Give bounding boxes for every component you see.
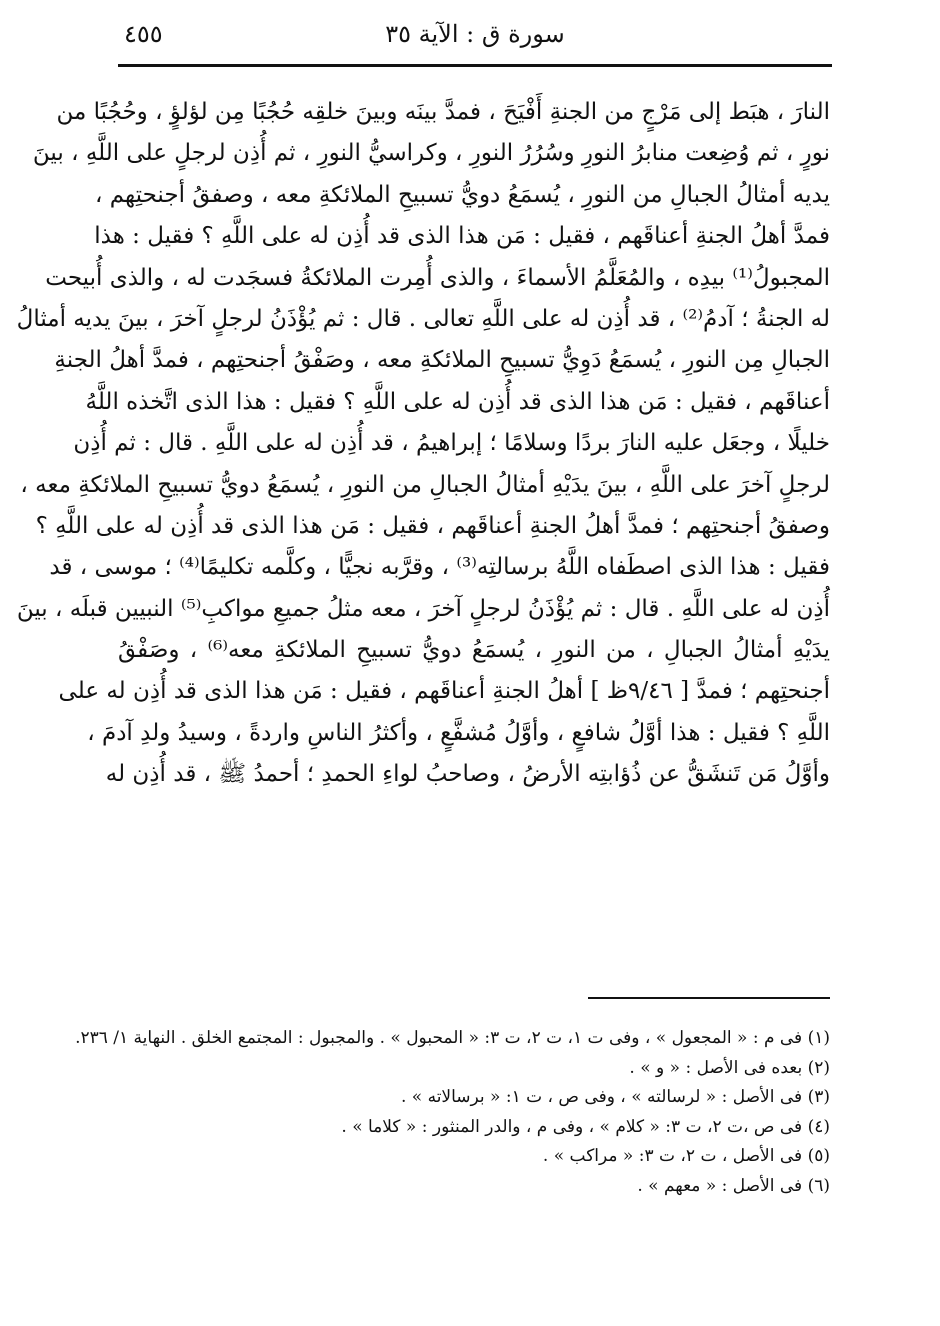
main-text — [16, 92, 830, 796]
text-line: اللَّهِ ؟ فقيل : هذا أوَّلُ شافعٍ ، وأوَّلُ مُشفَّعٍ ، وأكثرُ الناسِ واردةً ، وسيدُ ولدِ آدمَ ، — [87, 719, 830, 746]
text-line: المجبولُ⁽¹⁾ بيدِه ، والمُعَلَّمُ الأسماءَ ، والذى أُمِرت الملائكةُ فسجَدت له ، والذى أُبيحت — [45, 264, 830, 291]
text-line: يدَيْهِ أمثالُ الجبالِ ، من النورِ ، يُسمَعُ دويُّ تسبيحِ الملائكةِ معه⁽⁶⁾ ، وصَفْقُ — [118, 637, 830, 664]
text-line: وأوَّلُ مَن تَنشَقُّ عن ذُؤابتِه الأرضُ ، وصاحبُ لواءِ الحمدِ ؛ أحمدُ ﷺ ، قد أُذِن له — [105, 761, 830, 788]
text-line: يديه أمثالُ الجبالِ من النورِ ، يُسمَعُ دويُّ تسبيحِ الملائكةِ معه ، وصفقُ أجنحتِهم ، — [94, 181, 830, 208]
footnote: (٤) فى ص ،ت ٢، ت ٣: « كلام » ، وفى م ، والدر المنثور : « كلاما » . — [341, 1116, 830, 1137]
text-line: له الجنةُ ؛ آدمُ⁽²⁾ ، قد أُذِن له على اللَّهِ تعالى . قال : ثم يُؤْذَنُ لرجلٍ آخرَ ، بينَ يديه أمثالُ — [16, 305, 830, 332]
text-line: فمدَّ أهلُ الجنةِ أعناقَهم ، فقيل : مَن هذا الذى قد أُذِن له على اللَّهِ ؟ فقيل : هذا — [94, 223, 830, 250]
text-line: فقيل : هذا الذى اصطَفاه اللَّهُ برسالتِه⁽³⁾ ، وقرَّبه نجيًّا ، وكلَّمه تكليمًا⁽⁴⁾ ؛ موسى ، قد — [49, 554, 830, 581]
footnote: (٦) فى الأصل : « معهم » . — [637, 1175, 830, 1196]
text-line: أُذِن له على اللَّهِ . قال : ثم يُؤْذَنُ لرجلٍ آخرَ ، معه مثلُ جميعِ مواكبِ⁽⁵⁾ النبيين قبلَه ، بينَ — [16, 595, 830, 622]
text-line: نورٍ ، ثم وُضِعت منابرُ النورِ وسُرُرُ النورِ ، وكراسيُّ النورِ ، ثم أُذِن لرجلٍ على اللَّهِ ، بينَ — [32, 140, 830, 167]
text-line: خليلًا ، وجعَل عليه النارَ بردًا وسلامًا ؛ إبراهيمُ ، قد أُذِن له على اللَّهِ . قال : ثم أُذِن — [73, 430, 830, 457]
text-line: النارَ ، هبَط إلى مَرْجٍ من الجنةِ أَفْيَحَ ، فمدَّ بينَه وبينَ خلقِه حُجُبًا مِن لؤلؤٍ ، وحُجُبًا من — [56, 99, 830, 125]
text-line: الجبالِ مِن النورِ ، يُسمَعُ دَوِيُّ تسبيحِ الملائكةِ معه ، وصَفْقُ أجنحتِهم ، فمدَّ أهلُ الجنةِ — [54, 347, 830, 374]
footnote: (٢) بعده فى الأصل : « و » . — [629, 1057, 830, 1078]
running-title: سورة ق : الآية ٣٥ — [385, 20, 565, 48]
text-line: لرجلٍ آخرَ على اللَّهِ ، بينَ يدَيْهِ أمثالُ الجبالِ من النورِ ، يُسمَعُ دويُّ تسبيحِ الملائكةِ معه ، — [20, 471, 830, 498]
footnote: (٣) فى الأصل : « لرسالته » ، وفى ص ، ت ١: « برسالاته » . — [400, 1087, 830, 1107]
footnote: (٥) فى الأصل ، ت ٢، ت ٣: « مراكب » . — [542, 1146, 830, 1166]
text-line: أعناقَهم ، فقيل : مَن هذا الذى قد أُذِن له على اللَّهِ ؟ فقيل : هذا الذى اتَّخذه اللَّهُ — [85, 388, 830, 415]
text-line: أجنحتِهم ؛ فمدَّ [ ٩/٤٦ظ ] أهلُ الجنةِ أعناقَهم ، فقيل : مَن هذا الذى قد أُذِن له على — [58, 678, 830, 705]
text-line: وصفقُ أجنحتِهم ؛ فمدَّ أهلُ الجنةِ أعناقَهم ، فقيل : مَن هذا الذى قد أُذِن له على اللَّهِ ؟ — [35, 512, 830, 539]
running-header — [120, 14, 830, 58]
header-divider — [118, 64, 832, 67]
footnote: (١) فى م : « المجعول » ، وفى ت ١، ت ٢، ت ٣: « المحبول » . والمجبول : المجتمع الخلق . النهاية ١/ ٢٣٦. — [75, 1028, 830, 1048]
footnote-divider — [588, 997, 830, 999]
page-number: ٤٥٥ — [124, 20, 163, 48]
footnotes — [75, 1024, 830, 1201]
